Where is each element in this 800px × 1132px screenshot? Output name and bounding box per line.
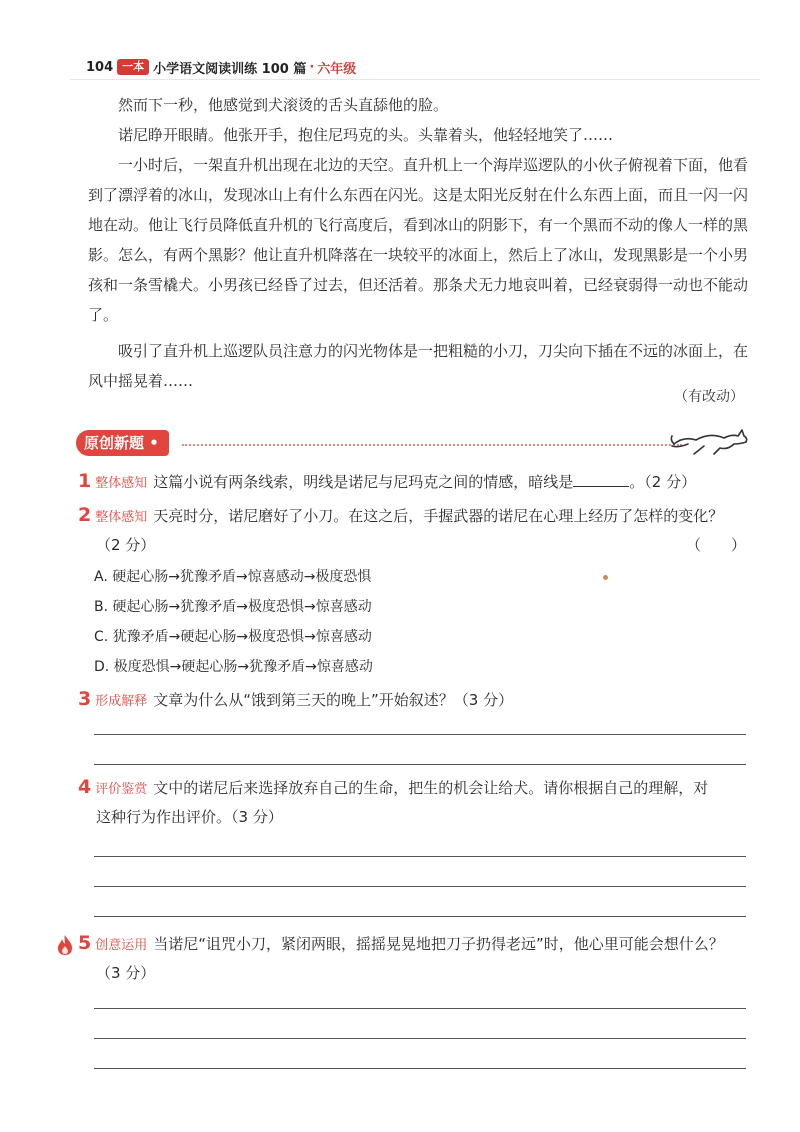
flame-icon xyxy=(56,934,74,956)
question-text: 天亮时分，诺尼磨好了小刀。在这之后，手握武器的诺尼在心理上经历了怎样的变化？ xyxy=(153,507,724,525)
question-4 xyxy=(78,772,708,805)
story-paragraph: 一小时后，一架直升机出现在北边的天空。直升机上一个海岸巡逻队的小伙子俯视着下面，他看到了漂浮着的冰山，发现冰山上有什么东西在闪光。这是太阳光反射在什么东西上面，而且一闪一闪地在动。他让飞行员降低直升机的飞行高度后，看到冰山的阴影下，有一个黑而不动的像人一样的黑影。怎么，有两个黑影？他让直升机降落在一块较平的冰面上，然后上了冰山，发现黑影是一个小男孩和一条雪橇犬。小男孩已经昏了过去，但还活着。那条犬无力地哀叫着，已经衰弱得一动也不能动了。 xyxy=(88,156,749,324)
question-category: 评价鉴赏 xyxy=(95,782,148,797)
question-1 xyxy=(78,466,696,499)
question-text: 文章为什么从“饿到第三天的晚上”开始叙述？（3 分） xyxy=(153,691,514,709)
page-header xyxy=(86,56,356,78)
adaptation-note: （有改动） xyxy=(674,389,744,405)
page-number: 104 xyxy=(86,59,114,75)
answer-line[interactable] xyxy=(94,734,746,735)
grade-label: 六年级 xyxy=(317,61,357,77)
question-number: 4 xyxy=(78,776,92,798)
question-text: 文中的诺尼后来选择放弃自己的生命，把生的机会让给犬。请你根据自己的理解，对 xyxy=(153,779,709,797)
question-number: 3 xyxy=(78,688,92,710)
header-divider xyxy=(70,79,760,80)
option-d[interactable]: D. 极度恐惧→硬起心肠→犹豫矛盾→惊喜感动 xyxy=(94,659,373,675)
question-number: 1 xyxy=(78,470,92,492)
question-3 xyxy=(78,684,513,717)
answer-line[interactable] xyxy=(94,1008,746,1009)
question-4-line2: 这种行为作出评价。（3 分） xyxy=(96,808,283,826)
question-2 xyxy=(78,500,723,533)
option-c[interactable]: C. 犹豫矛盾→硬起心肠→极度恐惧→惊喜感动 xyxy=(94,629,372,645)
brand-badge: 一本 xyxy=(117,59,149,75)
question-5 xyxy=(78,928,724,961)
section-title: 原创新题 • xyxy=(76,430,169,456)
answer-line[interactable] xyxy=(94,886,746,887)
question-category: 整体感知 xyxy=(95,476,148,491)
option-a[interactable]: A. 硬起心肠→犹豫矛盾→惊喜感动→极度恐惧 xyxy=(94,569,372,585)
series-title: 小学语文阅读训练 100 篇 xyxy=(153,61,307,77)
question-number: 2 xyxy=(78,504,92,526)
question-category: 形成解释 xyxy=(95,694,148,709)
story-text xyxy=(88,90,748,396)
section-banner xyxy=(76,422,756,462)
dotted-divider xyxy=(182,444,682,446)
story-paragraph: 诺尼睁开眼睛。他张开手，抱住尼玛克的头。头靠着头，他轻轻地笑了…… xyxy=(118,126,614,144)
answer-line[interactable] xyxy=(94,916,746,917)
question-number: 5 xyxy=(78,932,92,954)
paper-speck xyxy=(603,575,608,580)
option-b[interactable]: B. 硬起心肠→犹豫矛盾→极度恐惧→惊喜感动 xyxy=(94,599,372,615)
answer-line[interactable] xyxy=(94,764,746,765)
title-separator: · xyxy=(309,59,315,75)
question-text: 这篇小说有两条线索，明线是诺尼与尼玛克之间的情感，暗线是 xyxy=(153,473,574,491)
answer-line[interactable] xyxy=(94,1068,746,1069)
story-paragraph: 吸引了直升机上巡逻队员注意力的闪光物体是一把粗糙的小刀，刀尖向下插在不远的冰面上，在风中摇晃着…… xyxy=(88,342,749,390)
running-cat-icon xyxy=(670,422,750,458)
answer-parentheses[interactable]: （ ） xyxy=(685,536,746,554)
fill-in-blank[interactable] xyxy=(573,472,629,487)
question-category: 创意运用 xyxy=(95,938,148,953)
question-2-score: （2 分） xyxy=(96,536,156,554)
answer-line[interactable] xyxy=(94,856,746,857)
question-5-score: （3 分） xyxy=(96,964,156,982)
answer-line[interactable] xyxy=(94,1038,746,1039)
question-text: 当诺尼“诅咒小刀，紧闭两眼，摇摇晃晃地把刀子扔得老远”时，他心里可能会想什么？ xyxy=(153,935,724,953)
question-category: 整体感知 xyxy=(95,510,148,525)
story-paragraph: 然而下一秒，他感觉到犬滚烫的舌头直舔他的脸。 xyxy=(118,96,449,114)
question-score: 。（2 分） xyxy=(629,473,697,491)
